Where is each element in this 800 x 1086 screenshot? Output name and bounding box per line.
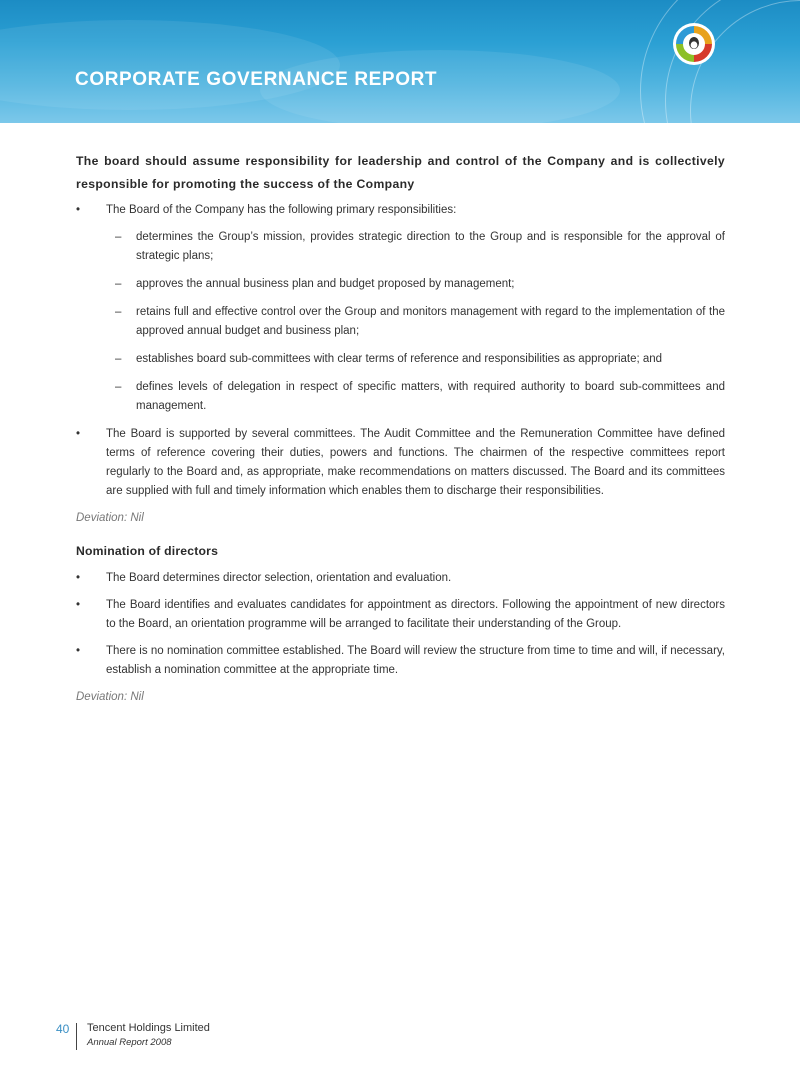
report-title: CORPORATE GOVERNANCE REPORT [75, 69, 438, 90]
sub-list-item-text: retains full and effective control over the Group and monitors management with regard to the implementation of the approved annual budget and business plan; [136, 306, 725, 337]
list-item [76, 596, 725, 634]
section-heading: The board should assume responsibility for leadership and control of the Company and is collectively responsible for promoting the success of the Company [76, 154, 725, 191]
list-item-text: The Board of the Company has the following primary responsibilities: [106, 204, 457, 216]
list-item-text: There is no nomination committee established. The Board will review the structure from time to time and will, if necessary, establish a nomination committee at the appropriate time. [106, 645, 725, 676]
bullet-mark: • [76, 428, 81, 440]
list-item [76, 569, 725, 588]
dash-mark: – [115, 381, 122, 393]
sub-list-item-text: approves the annual business plan and budget proposed by management; [136, 278, 515, 290]
tencent-logo-icon [672, 22, 716, 66]
sub-list-item [76, 350, 725, 369]
bullet-mark: • [76, 204, 81, 216]
report-name: Annual Report 2008 [87, 1037, 172, 1048]
sub-list-item-text: determines the Group’s mission, provides strategic direction to the Group and is responsible for the approval of strategic plans; [136, 231, 725, 262]
footer-divider [76, 1023, 77, 1050]
list-item-text: The Board identifies and evaluates candidates for appointment as directors. Following the appointment of new directors to the Board, an orientation programme will be arranged to facilitate their understanding of the Group. [106, 599, 725, 630]
bullet-mark: • [76, 599, 81, 611]
sub-list-item [76, 275, 725, 294]
dash-mark: – [115, 353, 122, 365]
bullet-mark: • [76, 645, 81, 657]
sub-list-item [76, 228, 725, 266]
dash-mark: – [115, 278, 122, 290]
dash-mark: – [115, 231, 122, 243]
list-item [76, 425, 725, 501]
list-item-text: The Board determines director selection, orientation and evaluation. [106, 572, 452, 584]
company-name: Tencent Holdings Limited [87, 1022, 210, 1034]
main-content [76, 150, 725, 721]
header-banner [0, 0, 800, 123]
list-item [76, 201, 725, 220]
deviation-note: Deviation: Nil [76, 691, 144, 703]
section-heading: Nomination of directors [76, 544, 219, 558]
page-number: 40 [56, 1022, 70, 1036]
sub-list-item-text: establishes board sub-committees with clear terms of reference and responsibilities as appropriate; and [136, 353, 663, 365]
bullet-mark: • [76, 572, 81, 584]
deviation-note: Deviation: Nil [76, 512, 144, 524]
sub-list-item-text: defines levels of delegation in respect of specific matters, with required authority to board sub-committees and management. [136, 381, 725, 412]
sub-list-item [76, 378, 725, 416]
dash-mark: – [115, 306, 122, 318]
sub-list-item [76, 303, 725, 341]
list-item-text: The Board is supported by several committees. The Audit Committee and the Remuneration Committee have defined terms of reference covering their duties, powers and functions. The chairmen of the respective committees report regularly to the Board and, as appropriate, make recommendations on matters discussed. The Board and its committees are supplied with full and timely information which enables them to discharge their responsibilities. [106, 428, 725, 497]
list-item [76, 642, 725, 680]
